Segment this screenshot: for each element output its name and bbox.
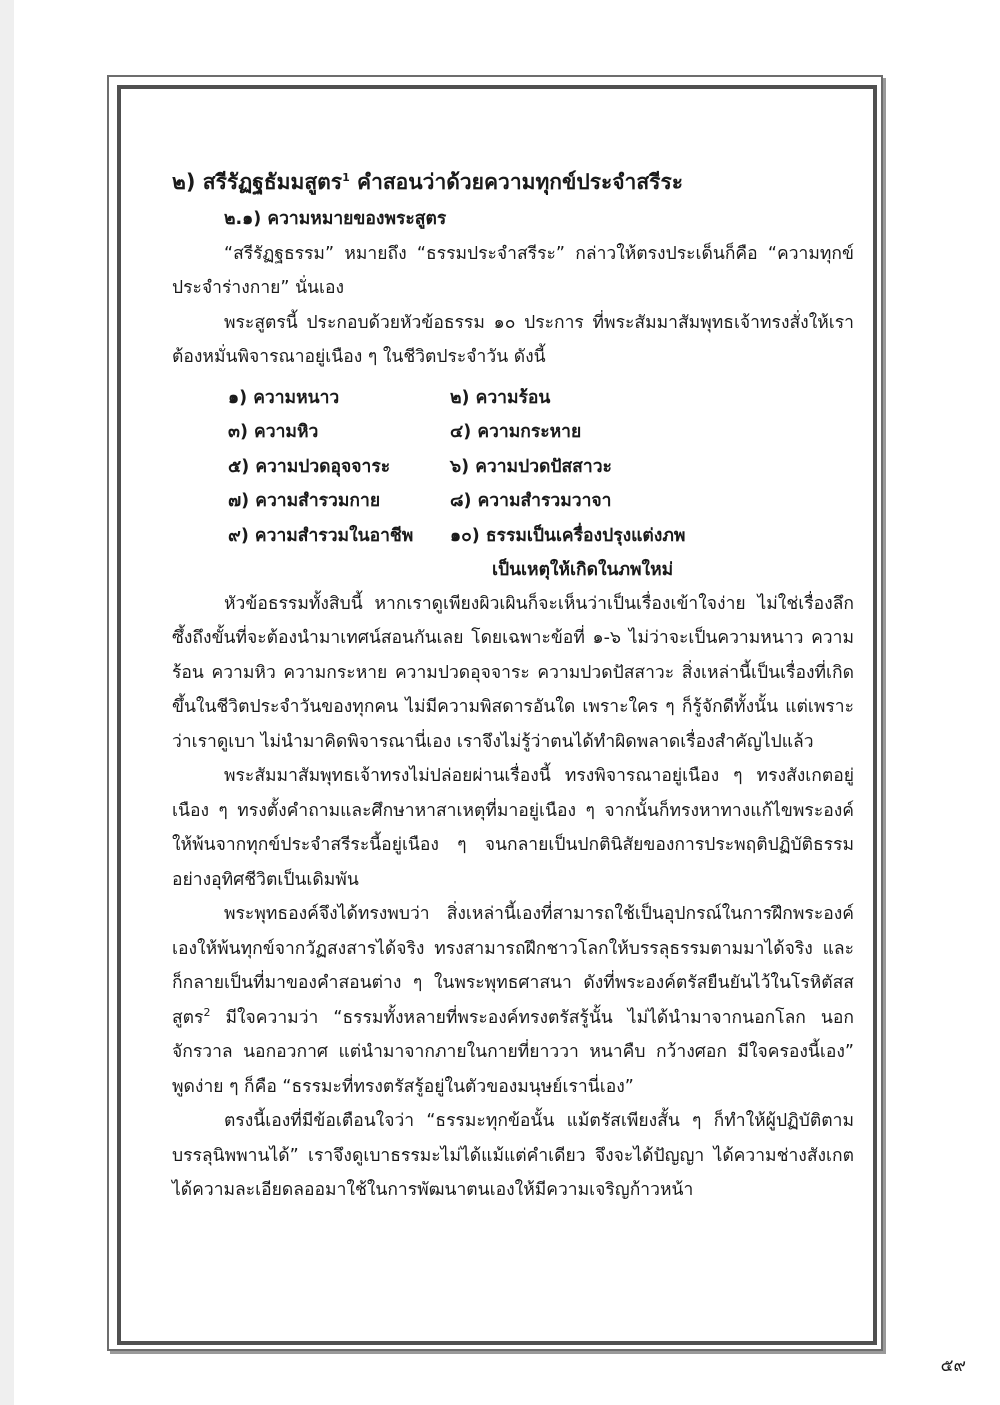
paragraph-meaning: “สรีรัฏฐธรรม” หมายถึง “ธรรมประจำสรีระ” กล่าวให้ตรงประเด็นก็คือ “ความทุกข์ประจำร่างกาย” นั่นเอง (172, 243, 854, 298)
list-row (172, 381, 854, 416)
section-heading: ๒) สรีรัฏฐธัมมสูตร$^1$ คำสอนว่าด้วยความทุกข์ประจำสรีระ (172, 170, 684, 194)
list-item: ๒) ความร้อน (450, 387, 551, 408)
paragraph-1: หัวข้อธรรมทั้งสิบนี้ หากเราดูเพียงผิวเผินก็จะเห็นว่าเป็นเรื่องเข้าใจง่าย ไม่ใช่เรื่องลึกซึ้งถึงขั้นที่จะต้องนำมาเทศน์สอนกันเลย โดยเฉพาะข้อที่ ๑-๖ ไม่ว่าจะเป็นความหนาว ความร้อน ความหิว ความกระหาย ความปวดอุจจาระ ความปวดปัสสาวะ สิ่งเหล่านี้เป็นเรื่องที่เกิดขึ้นในชีวิตประจำวันของทุกคน ไม่มีความพิสดารอันใด เพราะใคร ๆ ก็รู้จักดีทั้งนั้น แต่เพราะว่าเราดูเบา ไม่นำมาคิดพิจารณานี่เอง เราจึงไม่รู้ว่าตนได้ทำผิดพลาดเรื่องสำคัญไปแล้ว (172, 593, 854, 752)
list-row (172, 484, 854, 519)
footnote-ref-1: 1 (342, 171, 350, 184)
list-item: ๗) ความสำรวมกาย (228, 491, 381, 511)
paragraph-intro: พระสูตรนี้ ประกอบด้วยหัวข้อธรรม ๑๐ ประการ ที่พระสัมมาสัมพุทธเจ้าทรงสั่งให้เราต้องหมั่นพิจารณาอยู่เนือง ๆ ในชีวิตประจำวัน ดังนี้ (172, 312, 854, 367)
subsection-heading: ๒.๑) ความหมายของพระสูตร (224, 209, 447, 229)
list-row (172, 450, 854, 485)
list-item: ๑๐) ธรรมเป็นเครื่องปรุงแต่งภพ เป็นเหตุให้เกิดในภพใหม่ (450, 525, 686, 580)
dhamma-list (172, 381, 854, 583)
paragraph-4: ตรงนี้เองที่มีข้อเตือนใจว่า “ธรรมะทุกข้อนั้น แม้ตรัสเพียงสั้น ๆ ก็ทำให้ผู้ปฏิบัติตามบรรลุนิพพานได้” เราจึงดูเบาธรรมะไม่ได้แม้แต่คำเดียว จึงจะได้ปัญญา ได้ความช่างสังเกต ได้ความละเอียดลออมาใช้ในการพัฒนาตนเองให้มีความเจริญก้าวหน้า (172, 1111, 854, 1200)
list-row (172, 519, 854, 583)
list-item: ๘) ความสำรวมวาจา (450, 491, 612, 511)
document-body (172, 162, 854, 1208)
list-item: ๔) ความกระหาย (450, 422, 582, 442)
list-item: ๓) ความหิว (228, 422, 319, 442)
page-number: ๕๙ (940, 1356, 966, 1376)
list-item: ๙) ความสำรวมในอาชีพ (228, 525, 414, 546)
paragraph-2: พระสัมมาสัมพุทธเจ้าทรงไม่ปล่อยผ่านเรื่องนี้ ทรงพิจารณาอยู่เนือง ๆ ทรงสังเกตอยู่เนือง ๆ ทรงตั้งคำถามและศึกษาหาสาเหตุที่มาอยู่เนือง ๆ จากนั้นก็ทรงหาทางแก้ไขพระองค์ให้พ้นจากทุกข์ประจำสรีระนี้อยู่เนือง ๆ จนกลายเป็นปกตินิสัยของการประพฤติปฏิบัติธรรมอย่างอุทิศชีวิตเป็นเดิมพัน (172, 766, 854, 890)
list-item: ๑) ความหนาว (228, 387, 340, 408)
list-item: ๖) ความปวดปัสสาวะ (450, 456, 612, 477)
list-row (172, 415, 854, 450)
list-item: ๕) ความปวดอุจจาระ (228, 456, 391, 477)
footnote-ref-2: 2 (203, 1005, 211, 1019)
paragraph-3: พระพุทธองค์จึงได้ทรงพบว่า สิ่งเหล่านี้เองที่สามารถใช้เป็นอุปกรณ์ในการฝึกพระองค์เองให้พ้นทุกข์จากวัฏสงสารได้จริง ทรงสามารถฝึกชาวโลกให้บรรลุธรรมตามมาได้จริง และก็กลายเป็นที่มาของคำสอนต่าง ๆ ในพระพุทธศาสนา ดังที่พระองค์ตรัสยืนยันไว้ในโรหิตัสสสูตร$^2$ มีใจความว่า “ธรรมทั้งหลายที่พระองค์ทรงตรัสรู้นั้น ไม่ได้นำมาจากนอกโลก นอกจักรวาล นอกอวกาศ แต่นำมาจากภายในกายที่ยาววา หนาคืบ กว้างศอก มีใจครองนี้เอง” พูดง่าย ๆ ก็คือ “ธรรมะที่ทรงตรัสรู้อยู่ในตัวของมนุษย์เรานี่เอง” (172, 904, 854, 1097)
